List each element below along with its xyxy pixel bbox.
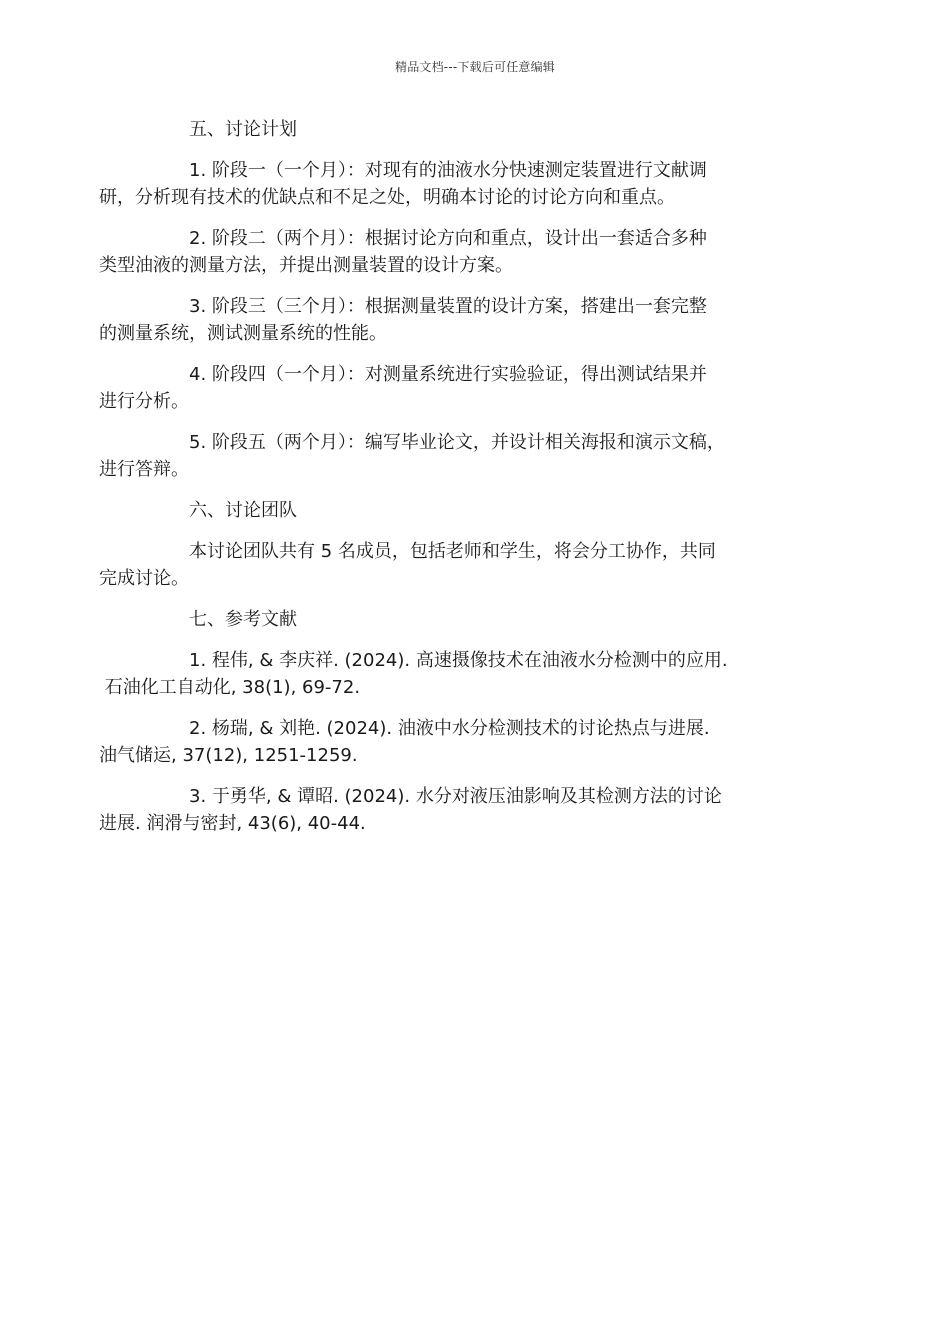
plan-item-3-line-1: 3. 阶段三（三个月）：根据测量装置的设计方案，搭建出一套完整 <box>189 296 707 317</box>
reference-item-3-line-2: 进展. 润滑与密封, 43(6), 40-44. <box>99 813 366 834</box>
plan-item-2 <box>99 225 814 279</box>
document-body <box>99 116 814 851</box>
reference-item-3-line-1: 3. 于勇华, & 谭昭. (2024). 水分对液压油影响及其检测方法的讨论 <box>189 786 722 807</box>
reference-item-1 <box>99 647 814 701</box>
reference-item-1-line-1: 1. 程伟, & 李庆祥. (2024). 高速摄像技术在油液水分检测中的应用. <box>189 650 728 671</box>
plan-item-5-line-2: 进行答辩。 <box>99 459 189 480</box>
plan-item-1 <box>99 157 814 211</box>
plan-item-2-line-1: 2. 阶段二（两个月）：根据讨论方向和重点，设计出一套适合多种 <box>189 228 707 249</box>
reference-item-1-line-2: 石油化工自动化, 38(1), 69-72. <box>99 677 361 698</box>
plan-item-3 <box>99 293 814 347</box>
plan-item-5 <box>99 429 814 483</box>
reference-item-3 <box>99 783 814 837</box>
plan-item-1-line-2: 研，分析现有技术的优缺点和不足之处，明确本讨论的讨论方向和重点。 <box>99 187 675 208</box>
plan-item-4 <box>99 361 814 415</box>
team-paragraph-line-2: 完成讨论。 <box>99 568 189 589</box>
plan-item-2-line-2: 类型油液的测量方法，并提出测量装置的设计方案。 <box>99 255 513 276</box>
header-watermark: 精品文档---下载后可任意编辑 <box>395 60 555 74</box>
reference-item-2-line-1: 2. 杨瑞, & 刘艳. (2024). 油液中水分检测技术的讨论热点与进展. <box>189 718 710 739</box>
section-title-team: 六、讨论团队 <box>189 500 297 521</box>
section-title-plan: 五、讨论计划 <box>189 119 297 140</box>
plan-item-4-line-2: 进行分析。 <box>99 391 189 412</box>
plan-item-4-line-1: 4. 阶段四（一个月）：对测量系统进行实验验证，得出测试结果并 <box>189 364 707 385</box>
team-paragraph <box>99 538 814 592</box>
team-paragraph-line-1: 本讨论团队共有 5 名成员，包括老师和学生，将会分工协作，共同 <box>189 541 716 562</box>
reference-item-2-line-2: 油气储运, 37(12), 1251-1259. <box>99 745 358 766</box>
plan-item-1-line-1: 1. 阶段一（一个月）：对现有的油液水分快速测定装置进行文献调 <box>189 160 707 181</box>
reference-item-2 <box>99 715 814 769</box>
plan-item-3-line-2: 的测量系统，测试测量系统的性能。 <box>99 323 387 344</box>
plan-item-5-line-1: 5. 阶段五（两个月）：编写毕业论文，并设计相关海报和演示文稿， <box>189 432 725 453</box>
section-title-references: 七、参考文献 <box>189 609 297 630</box>
